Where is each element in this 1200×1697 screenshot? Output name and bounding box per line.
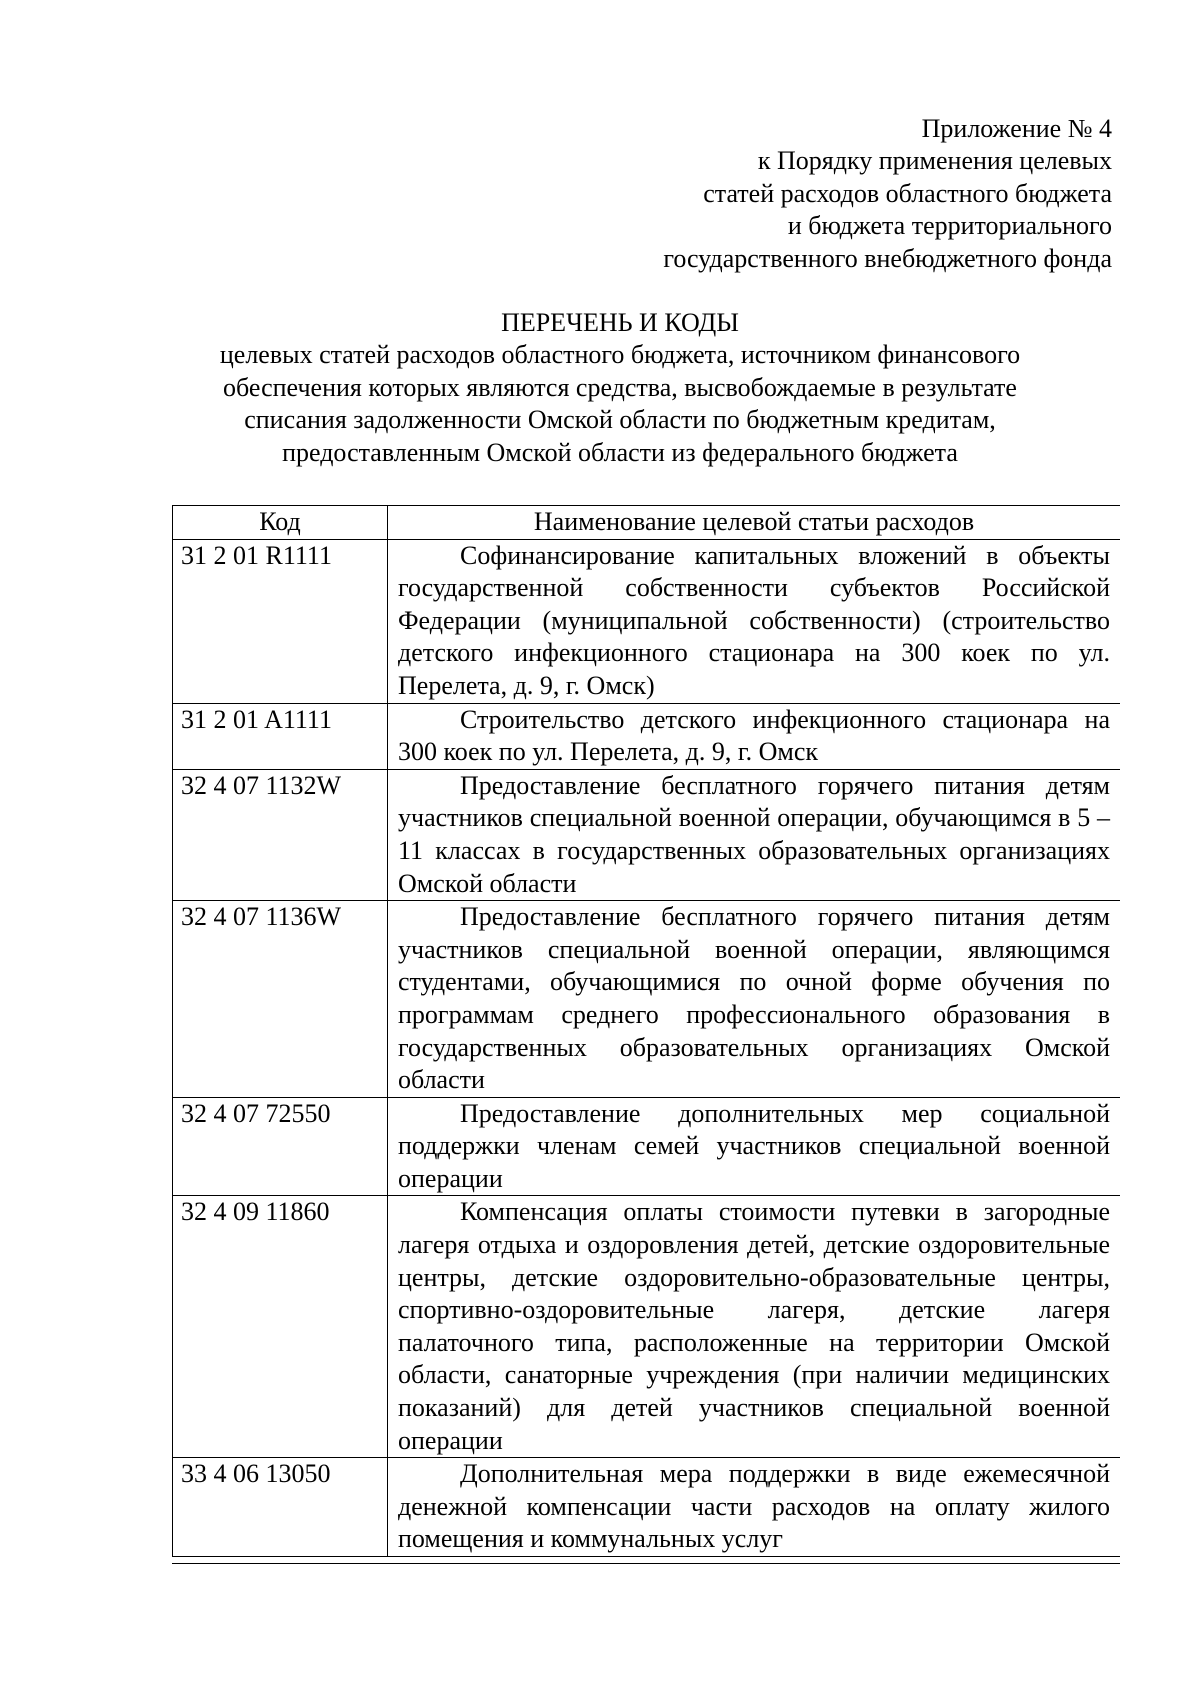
code-cell: 32 4 07 1132W	[173, 769, 388, 900]
codes-table-container	[172, 505, 1120, 1564]
table-row	[173, 1458, 1121, 1557]
table-row	[173, 539, 1121, 703]
codes-table	[172, 505, 1120, 1557]
appendix-line: статей расходов областного бюджета	[703, 178, 1112, 208]
table-row	[173, 1097, 1121, 1196]
appendix-block	[492, 113, 1112, 275]
code-cell: 32 4 07 72550	[173, 1097, 388, 1196]
name-cell: Предоставление бесплатного горячего питания детям участников специальной военной операции, являющимся студентами, обучающимися по очной форме обучения по программам среднего профессионального образования в государственных образовательных организациях Омской области	[388, 901, 1121, 1098]
name-cell: Компенсация оплаты стоимости путевки в загородные лагеря отдыха и оздоровления детей, детские оздоровительные центры, детские оздоровительно-образовательные центры, спортивно-оздоровительные лагеря, детские лагеря палаточного типа, расположенные на территории Омской области, санаторные учреждения (при наличии медицинских показаний) для детей участников специальной военной операции	[388, 1196, 1121, 1458]
code-cell: 32 4 07 1136W	[173, 901, 388, 1098]
appendix-line: к Порядку применения целевых	[757, 146, 1112, 176]
code-cell: 32 4 09 11860	[173, 1196, 388, 1458]
table-header-row	[173, 506, 1121, 540]
name-cell: Предоставление бесплатного горячего питания детям участников специальной военной операции, обучающимся в 5 – 11 классах в государственных образовательных организациях Омской области	[388, 769, 1121, 900]
name-cell: Строительство детского инфекционного стационара на 300 коек по ул. Перелета, д. 9, г. Омск	[388, 703, 1121, 769]
document-subtitle	[190, 339, 1050, 469]
name-cell: Дополнительная мера поддержки в виде ежемесячной денежной компенсации части расходов на оплату жилого помещения и коммунальных услуг	[388, 1458, 1121, 1557]
subtitle-line: списания задолженности Омской области по бюджетным кредитам,	[244, 405, 996, 435]
subtitle-line: целевых статей расходов областного бюджета, источником финансового	[219, 340, 1021, 370]
document-heading	[190, 307, 1050, 469]
header-code: Код	[173, 506, 388, 540]
code-cell: 31 2 01 R1111	[173, 539, 388, 703]
code-cell: 33 4 06 13050	[173, 1458, 388, 1557]
subtitle-line: предоставленным Омской области из федерального бюджета	[282, 437, 958, 467]
table-row	[173, 769, 1121, 900]
code-cell: 31 2 01 A1111	[173, 703, 388, 769]
appendix-line: Приложение № 4	[921, 114, 1112, 143]
appendix-line: и бюджета территориального	[787, 211, 1112, 241]
appendix-line: государственного внебюджетного фонда	[663, 243, 1112, 273]
header-name: Наименование целевой статьи расходов	[388, 506, 1121, 540]
table-row	[173, 1196, 1121, 1458]
name-cell: Предоставление дополнительных мер социальной поддержки членам семей участников специальной военной операции	[388, 1097, 1121, 1196]
name-cell: Софинансирование капитальных вложений в объекты государственной собственности субъектов Российской Федерации (муниципальной собственности) (строительство детского инфекционного стационара на 300 коек по ул. Перелета, д. 9, г. Омск)	[388, 539, 1121, 703]
subtitle-line: обеспечения которых являются средства, высвобождаемые в результате	[223, 372, 1017, 402]
table-row	[173, 703, 1121, 769]
document-title: ПЕРЕЧЕНЬ И КОДЫ	[501, 308, 739, 337]
table-row	[173, 901, 1121, 1098]
